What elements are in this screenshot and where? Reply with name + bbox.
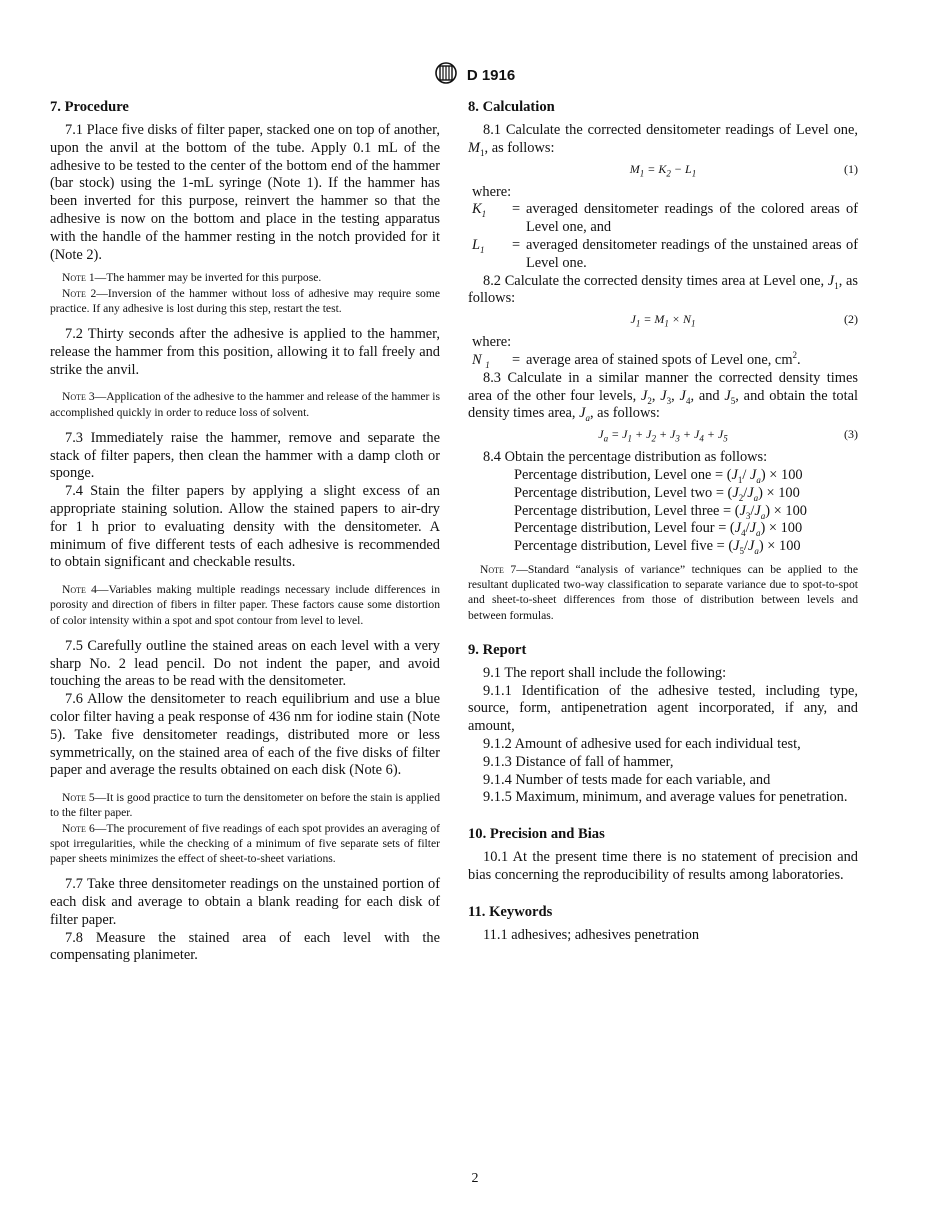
note-5 [50, 790, 440, 820]
note-label: Note [62, 821, 86, 835]
note-text: 3—Application of the adhesive to the hammer and release of the hammer is accomplished quickly in order to reduce loss of solvent. [50, 390, 440, 419]
pct-label: Percentage distribution, Level four [514, 520, 715, 537]
para-7-4: 7.4 Stain the filter papers by applying a slight excess of an appropriate staining solution. Allow the stained papers to air-dry for 1 h prior to evaluating density with the densitometer. A minimum of five different tests of each adhesive is recommended to obtain significant and checkable results. [50, 483, 440, 571]
para-text: 8.1 Calculate the corrected densitometer readings of Level one, [483, 122, 858, 138]
note-3 [50, 389, 440, 419]
page-header [0, 62, 950, 89]
right-column [468, 98, 858, 945]
pct-level-five: Percentage distribution, Level five = $(J_5/J_a) \times 100$ [514, 538, 801, 557]
note-text: 1—The hammer may be inverted for this purpose. [85, 271, 322, 285]
para-8-4: 8.4 Obtain the percentage distribution as follows: [483, 449, 768, 466]
para-7-5: 7.5 Carefully outline the stained areas on each level with a very sharp No. 2 lead pencil. Do not indent the paper, and avoid touching the areas to be read with the densitometer. [50, 637, 440, 690]
note-4 [50, 582, 440, 628]
left-column [50, 98, 440, 965]
note-text: 7—Standard “analysis of variance” techniques can be applied to the resultant duplicated two-way classification to separate variance due to spot-to-spot and sheet-to-sheet differences from those of distribution between levels and between formulas. [468, 562, 858, 622]
where-n1: N $_1$ = average area of stained spots of Level one, $cm^2$. [468, 352, 858, 370]
where-k1: $K_1$ = averaged densitometer readings of the colored areas of Level one, and [472, 201, 858, 236]
para-9-1-4: 9.1.4 Number of tests made for each variable, and [483, 771, 771, 788]
k1-definition: averaged densitometer readings of the colored areas of Level one, and [526, 201, 858, 236]
n1-definition: average area of stained spots of Level one, $cm^2$. [526, 350, 801, 368]
note-label: Note [62, 286, 86, 300]
para-text: 8.2 Calculate the corrected density times area at Level one, [483, 272, 828, 289]
para-9-1-1: 9.1.1 Identification of the adhesive tested, including type, source, form, antipenetration agent incorporated, if any, and amount, [468, 682, 858, 735]
pct-label: Percentage distribution, Level three [514, 502, 720, 519]
equation-number: (3) [844, 427, 858, 442]
section-10-title: 10. Precision and Bias [468, 826, 605, 843]
pct-label: Percentage distribution, Level five [514, 538, 714, 555]
pct-label: Percentage distribution, Level two [514, 484, 713, 501]
para-9-1: 9.1 The report shall include the following: [483, 664, 727, 681]
para-text: , as follows: [484, 139, 555, 156]
note-label: Note [62, 271, 86, 285]
note-label: Note [62, 791, 86, 805]
note-text: 5—It is good practice to turn the densitometer on before the stain is applied to the filter paper. [50, 791, 440, 820]
equation-2: $J_1 = M_1 \times N_1$ (2) [468, 308, 858, 330]
para-text: , as follows: [468, 272, 858, 307]
equation-3: $J_a = J_1 + J_2 + J_3 + J_4 + J_5$ (3) [468, 423, 858, 445]
para-7-7: 7.7 Take three densitometer readings on the unstained portion of each disk and average to obtain a blank reading for each disk of filter paper. [50, 876, 440, 928]
para-8-2: 8.2 Calculate the corrected density times area at Level one, $J_1$, as follows: [468, 272, 858, 307]
note-label: Note [62, 583, 86, 597]
where-label: where: [472, 334, 512, 351]
note-label: Note [480, 562, 504, 576]
section-7-title: 7. Procedure [50, 99, 129, 115]
para-7-6: 7.6 Allow the densitometer to reach equilibrium and use a blue color filter having a peak response of 436 nm for iodine stain (Note 5). Take five densitometer readings, distributed more or less symmetrically, on the stained area of each of the five disks of filter paper and average the results obtained on each disk (Note 6). [50, 691, 440, 779]
para-11-1: 11.1 adhesives; adhesives penetration [483, 926, 700, 943]
para-7-3: 7.3 Immediately raise the hammer, remove and separate the stack of filter papers, then clean the hammer with a damp cloth or sponge. [50, 429, 440, 482]
note-7 [468, 562, 858, 623]
note-6 [50, 821, 440, 867]
def-text: average area of stained spots of Level one, cm [526, 351, 793, 368]
section-8-title: 8. Calculation [468, 99, 555, 115]
note-text: 6—The procurement of five readings of each spot provides an averaging of spot irregularities, while the checking of a minimum of five separate sets of filter paper sheets minimizes the effect of sheet-to-sheet variations. [50, 821, 440, 865]
note-label: Note [62, 390, 86, 404]
pct-level-three: Percentage distribution, Level three = $(J_3/J_a) \times 100$ [514, 502, 807, 521]
percentage-list [468, 467, 858, 556]
para-text: 8.3 Calculate in a similar manner the corrected density times area of the other four levels, [468, 369, 858, 404]
equation-number: (1) [844, 161, 858, 176]
para-8-1: 8.1 Calculate the corrected densitometer readings of Level one, $M_1$, as follows: [468, 122, 858, 158]
note-2 [50, 286, 440, 316]
pct-level-four: Percentage distribution, Level four = $(J_4/J_a) \times 100$ [514, 520, 803, 539]
para-7-8: 7.8 Measure the stained area of each level with the compensating planimeter. [50, 929, 440, 964]
l1-definition: averaged densitometer readings of the unstained areas of Level one. [526, 236, 858, 271]
equation-number: (2) [844, 312, 858, 327]
note-1 [50, 270, 440, 285]
para-10-1: 10.1 At the present time there is no statement of precision and bias concerning the reproducibility of results among laboratories. [468, 849, 858, 883]
para-text: , as follows: [589, 405, 660, 422]
pct-level-one: Percentage distribution, Level one = ($J_1/$ $J_a) \times 100$ [514, 466, 803, 485]
para-text: , and obtain the total density times area, [468, 387, 858, 422]
para-9-1-3: 9.1.3 Distance of fall of hammer, [483, 753, 674, 770]
astm-logo-icon [435, 62, 457, 89]
equation-1: $M_1 = K_2 - L_1$ (1) [468, 158, 858, 180]
where-label: where: [472, 183, 512, 200]
where-l1: $L_1$ = averaged densitometer readings of the unstained areas of Level one. [472, 236, 858, 271]
pct-label: Percentage distribution, Level one [514, 466, 712, 483]
note-text: 2—Inversion of the hammer without loss of adhesive may require some practice. If any adhesive is lost during this step, restart the test. [50, 286, 440, 315]
page-number: 2 [471, 1171, 479, 1186]
para-9-1-5: 9.1.5 Maximum, minimum, and average values for penetration. [483, 789, 848, 806]
standard-designation: D 1916 [466, 67, 516, 84]
section-9-title: 9. Report [468, 641, 527, 658]
pct-level-two: Percentage distribution, Level two = $(J_2/J_a) \times 100$ [514, 484, 800, 503]
note-text: 4—Variables making multiple readings necessary include differences in porosity and direction of fibers in filter paper. These factors cause some distortion of color intensity within a spot and spot contour from level to level. [50, 583, 440, 627]
para-9-1-2: 9.1.2 Amount of adhesive used for each individual test, [483, 735, 801, 752]
para-8-3: 8.3 Calculate in a similar manner the corrected density times area of the other four levels, $J_2$, $J_3$, $J_4$, and $J_5$, and obtain the total density times area, $J_a$, as follows: [468, 369, 858, 424]
para-7-1: 7.1 Place five disks of filter paper, stacked one on top of another, upon the anvil at the bottom of the tube. Apply 0.1 mL of the adhesive to be tested to the center of the bottom end of the hammer (bar stock) using the 1-mL syringe (Note 1). If the hammer has been inverted for this purpose, reinvert the hammer so that the adhesive is now on the bottom and place in the testing apparatus with the handle of the hammer resting in the notch provided for it (Note 2). [50, 122, 440, 263]
section-11-title: 11. Keywords [468, 903, 553, 920]
para-7-2: 7.2 Thirty seconds after the adhesive is applied to the hammer, release the hammer from this position, allowing it to fall freely and strike the anvil. [50, 325, 440, 378]
